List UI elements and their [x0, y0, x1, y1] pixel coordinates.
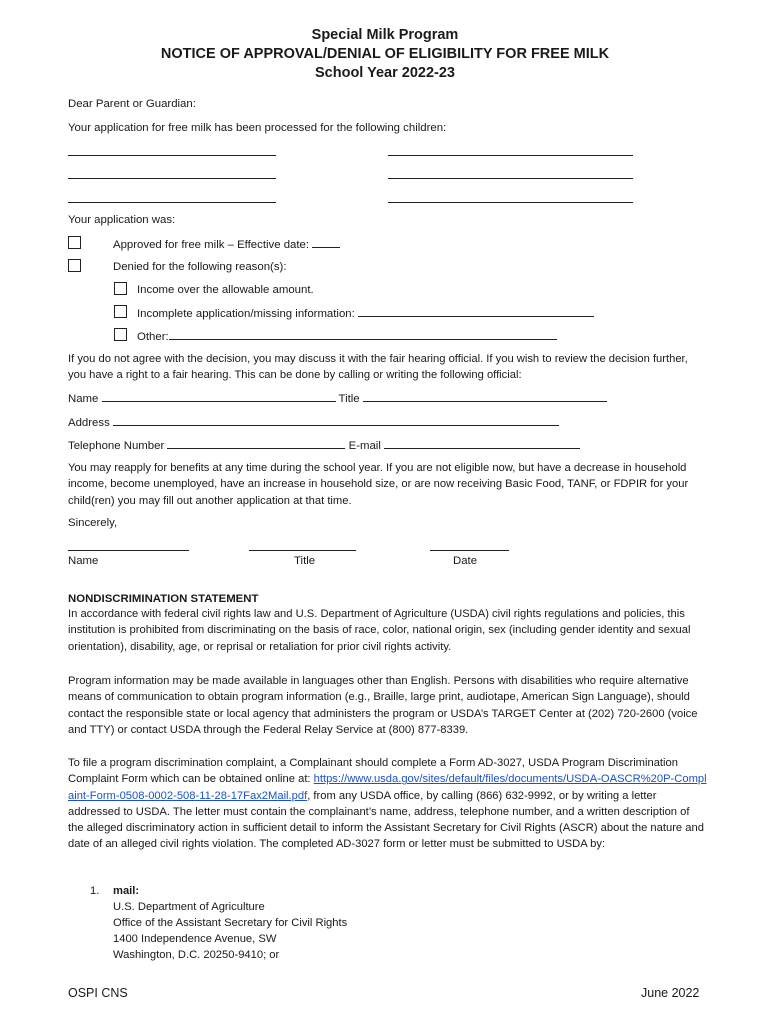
application-was-label: Your application was:: [68, 214, 176, 226]
intro-text: Your application for free milk has been processed for the following children:: [68, 122, 447, 134]
child-name-line[interactable]: [388, 202, 633, 203]
child-name-line[interactable]: [68, 178, 276, 179]
signature-title-label: Title: [294, 555, 316, 567]
child-name-line[interactable]: [388, 178, 633, 179]
reason-incomplete-label: Incomplete application/missing information:: [137, 308, 355, 320]
denied-label: Denied for the following reason(s):: [113, 261, 287, 273]
mail-label: mail:: [113, 885, 140, 897]
official-contact-row: [68, 437, 580, 454]
other-reason-field[interactable]: [169, 328, 557, 340]
official-address-field[interactable]: [113, 414, 559, 426]
official-name-label: Name: [68, 393, 99, 405]
reapply-text: You may reapply for benefits at any time during the school year. If you are not eligible now, but have a decrease in household income, become unemployed, have an increase in household size, or are now receiving Basic Food, TANF, or FDPIR for your child(ren) you may fill out another application at that time.: [68, 462, 689, 507]
complaint-text-before: To file a program discrimination complaint, a Complainant should complete a Form AD-3027, USDA Program Discrimination Complaint Form which can be obtained online at:: [68, 757, 678, 786]
official-address-label: Address: [68, 417, 110, 429]
approved-checkbox[interactable]: [68, 236, 81, 249]
sincerely: Sincerely,: [68, 517, 118, 529]
denied-checkbox[interactable]: [68, 259, 81, 272]
approved-row: [113, 236, 340, 253]
child-name-line[interactable]: [388, 155, 633, 156]
signature-date-label: Date: [453, 555, 478, 567]
other-checkbox[interactable]: [114, 328, 127, 341]
notice-heading: NOTICE OF APPROVAL/DENIAL OF ELIGIBILITY FOR FREE MILK: [160, 46, 610, 62]
nondiscrimination-paragraph-2: Program information may be made available in languages other than English. Persons with disabilities who require alternative means of communication to obtain program information (e.g., Braille, large print, audiotape, American Sign Language), should contact the responsible state or local agency that administers the program or USDA’s TARGET Center at (202) 720-2600 (voice and TTY) or contact USDA through the Federal Relay Service at (800) 877-8339.: [68, 675, 698, 736]
signature-name-line[interactable]: [68, 550, 189, 551]
nondiscrimination-heading: NONDISCRIMINATION STATEMENT: [68, 593, 259, 605]
mail-address-line-4: Washington, D.C. 20250-9410; or: [113, 949, 280, 961]
complaint-text-after: , from any USDA office, by calling (866) 632-9992, or by writing a letter addressed to USDA. The letter must contain the complainant’s name, address, telephone number, and a written description of the alleged discriminatory action in sufficient detail to inform the Assistant Secretary for Civil Rights (ASCR) about the nature and date of an alleged civil rights violation. The completed AD-3027 form or letter must be submitted to USDA by:: [68, 789, 704, 851]
reason-income-label: Income over the allowable amount.: [137, 284, 314, 296]
signature-name-label: Name: [68, 555, 99, 567]
effective-date-field[interactable]: [312, 236, 340, 248]
incomplete-row: [137, 305, 594, 322]
mail-address-line-2: Office of the Assistant Secretary for Civil Rights: [113, 917, 348, 929]
official-address-row: [68, 414, 559, 431]
official-name-field[interactable]: [102, 390, 336, 402]
complaint-form-link[interactable]: https://www.usda.gov/sites/default/files/documents/USDA-OASCR%20P-Complaint-Form-0508-0002-508-11-28-17Fax2Mail.pdf: [68, 773, 707, 802]
mail-address-line-3: 1400 Independence Avenue, SW: [113, 933, 277, 945]
document-title: Special Milk Program: [311, 27, 459, 43]
telephone-label: Telephone Number: [68, 440, 165, 452]
other-row: [137, 328, 557, 345]
official-title-field[interactable]: [363, 390, 607, 402]
child-name-line[interactable]: [68, 202, 276, 203]
reason-other-label: Other:: [137, 331, 169, 343]
income-checkbox[interactable]: [114, 282, 127, 295]
email-label: E-mail: [348, 440, 381, 452]
greeting: Dear Parent or Guardian:: [68, 98, 196, 110]
school-year-heading: School Year 2022-23: [315, 65, 455, 81]
fair-hearing-text: If you do not agree with the decision, you may discuss it with the fair hearing official. If you wish to review the decision further, you have a right to a fair hearing. This can be done by calling or writing the following official:: [68, 353, 688, 382]
telephone-field[interactable]: [167, 437, 345, 449]
child-name-line[interactable]: [68, 155, 276, 156]
signature-title-line[interactable]: [249, 550, 356, 551]
incomplete-checkbox[interactable]: [114, 305, 127, 318]
official-name-row: [68, 390, 607, 407]
mail-address-line-1: U.S. Department of Agriculture: [113, 901, 265, 913]
footer-left: OSPI CNS: [68, 986, 128, 1000]
email-field[interactable]: [384, 437, 580, 449]
footer-right: June 2022: [641, 986, 700, 1000]
official-title-label: Title: [338, 393, 360, 405]
signature-date-line[interactable]: [430, 550, 509, 551]
nondiscrimination-paragraph-3: [68, 755, 708, 853]
nondiscrimination-paragraph-1: In accordance with federal civil rights law and U.S. Department of Agriculture (USDA) civil rights regulations and policies, this institution is prohibited from discriminating on the basis of race, color, national origin, sex (including gender identity and sexual orientation), disability, age, or reprisal or retaliation for prior civil rights activity.: [68, 608, 691, 653]
list-number: 1.: [90, 885, 100, 897]
approved-label: Approved for free milk – Effective date:: [113, 239, 310, 251]
missing-information-field[interactable]: [358, 305, 594, 317]
